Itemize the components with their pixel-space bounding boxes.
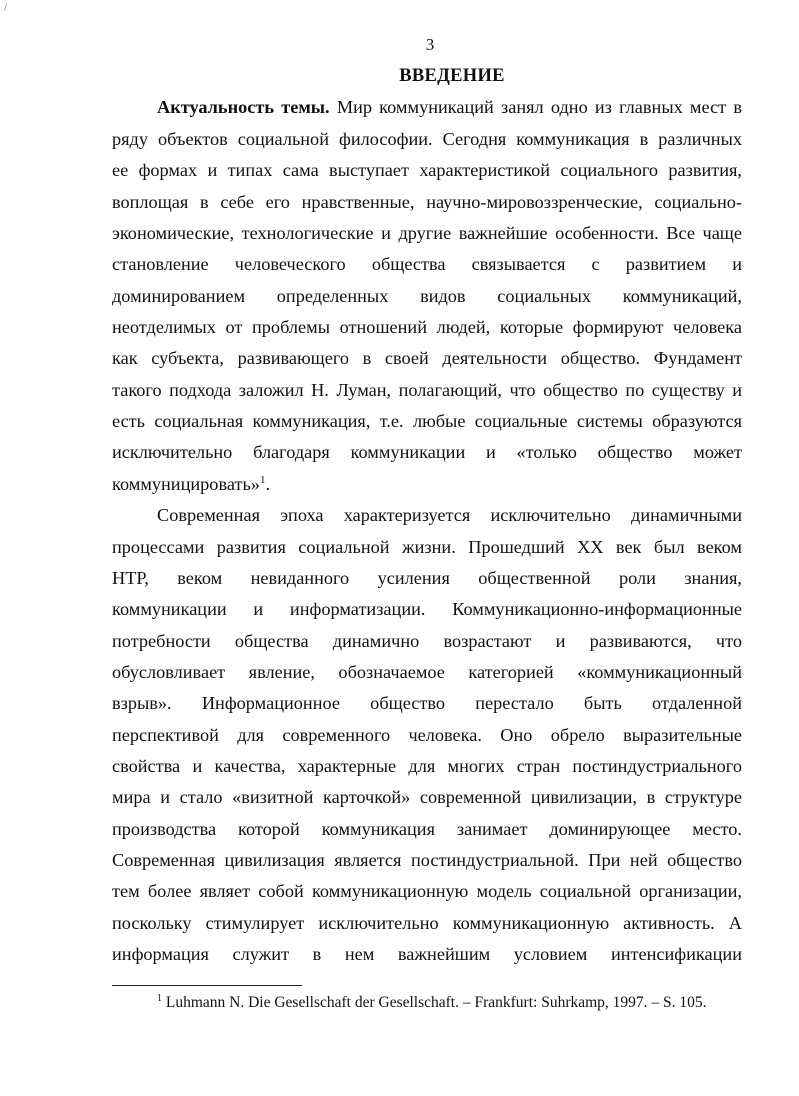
body-line: воплощая в себе его нравственные, научно-мировоззренческие, социально- bbox=[112, 192, 742, 212]
scan-corner-mark: / bbox=[4, 3, 7, 14]
body-line: обусловливает явление, обозначаемое категорией «коммуникационный bbox=[112, 662, 742, 682]
footnote-divider bbox=[112, 985, 302, 986]
page-number: 3 bbox=[425, 35, 435, 54]
body-line: мира и стало «визитной карточкой» современной цивилизации, в структуре bbox=[112, 787, 742, 807]
body-line: как субъекта, развивающего в своей деятельности общество. Фундамент bbox=[112, 348, 742, 368]
line-end: . bbox=[265, 474, 271, 494]
footnote bbox=[157, 993, 707, 1013]
body-line: потребности общества динамично возрастают и развиваются, что bbox=[112, 631, 742, 651]
footnote-marker: 1 bbox=[157, 993, 162, 1004]
footnote-text: Luhmann N. Die Gesellschaft der Gesellschaft. – Frankfurt: Suhrkamp, 1997. – S. 105. bbox=[162, 994, 707, 1011]
line-text: Мир коммуникаций занял одно из главных мест в bbox=[329, 97, 742, 117]
body-line: неотделимых от проблемы отношений людей, которые формируют человека bbox=[112, 317, 742, 337]
body-line: становление человеческого общества связывается с развитием и bbox=[112, 254, 742, 274]
body-line: взрыв». Информационное общество перестало быть отдаленной bbox=[112, 693, 742, 713]
body-line bbox=[112, 472, 270, 496]
body-line: доминированием определенных видов социальных коммуникаций, bbox=[112, 286, 742, 306]
page-title: ВВЕДЕНИЕ bbox=[399, 66, 505, 86]
body-line: ее формах и типах сама выступает характеристикой социального развития, bbox=[112, 160, 742, 180]
body-line: производства которой коммуникация занимает доминирующее место. bbox=[112, 819, 742, 839]
body-line: информация служит в нем важнейшим условием интенсификации bbox=[112, 944, 742, 964]
body-line: Современная цивилизация является постиндустриальной. При ней общество bbox=[112, 850, 742, 870]
body-line: свойства и качества, характерные для многих стран постиндустриального bbox=[112, 756, 742, 776]
body-line: Современная эпоха характеризуется исключительно динамичными bbox=[157, 505, 742, 525]
body-line bbox=[157, 95, 742, 119]
body-line: тем более являет собой коммуникационную модель социальной организации, bbox=[112, 881, 742, 901]
body-line: перспективой для современного человека. Оно обрело выразительные bbox=[112, 725, 742, 745]
body-line: поскольку стимулирует исключительно коммуникационную активность. А bbox=[112, 913, 742, 933]
body-line: исключительно благодаря коммуникации и «только общество может bbox=[112, 442, 742, 462]
body-line: НТР, веком невиданного усиления общественной роли знания, bbox=[112, 568, 742, 588]
body-line: есть социальная коммуникация, т.е. любые социальные системы образуются bbox=[112, 411, 742, 431]
lead-phrase: Актуальность темы. bbox=[157, 97, 330, 117]
body-line: коммуникации и информатизации. Коммуникационно-информационные bbox=[112, 599, 742, 619]
footnote-reference[interactable]: 1 bbox=[259, 474, 266, 486]
body-line: экономические, технологические и другие важнейшие особенности. Все чаще bbox=[112, 223, 742, 243]
body-line: такого подхода заложил Н. Луман, полагающий, что общество по существу и bbox=[112, 380, 742, 400]
body-line: процессами развития социальной жизни. Прошедший XX век был веком bbox=[112, 537, 742, 557]
body-line: ряду объектов социальной философии. Сегодня коммуникация в различных bbox=[112, 129, 742, 149]
line-text: коммуницировать» bbox=[112, 474, 260, 494]
